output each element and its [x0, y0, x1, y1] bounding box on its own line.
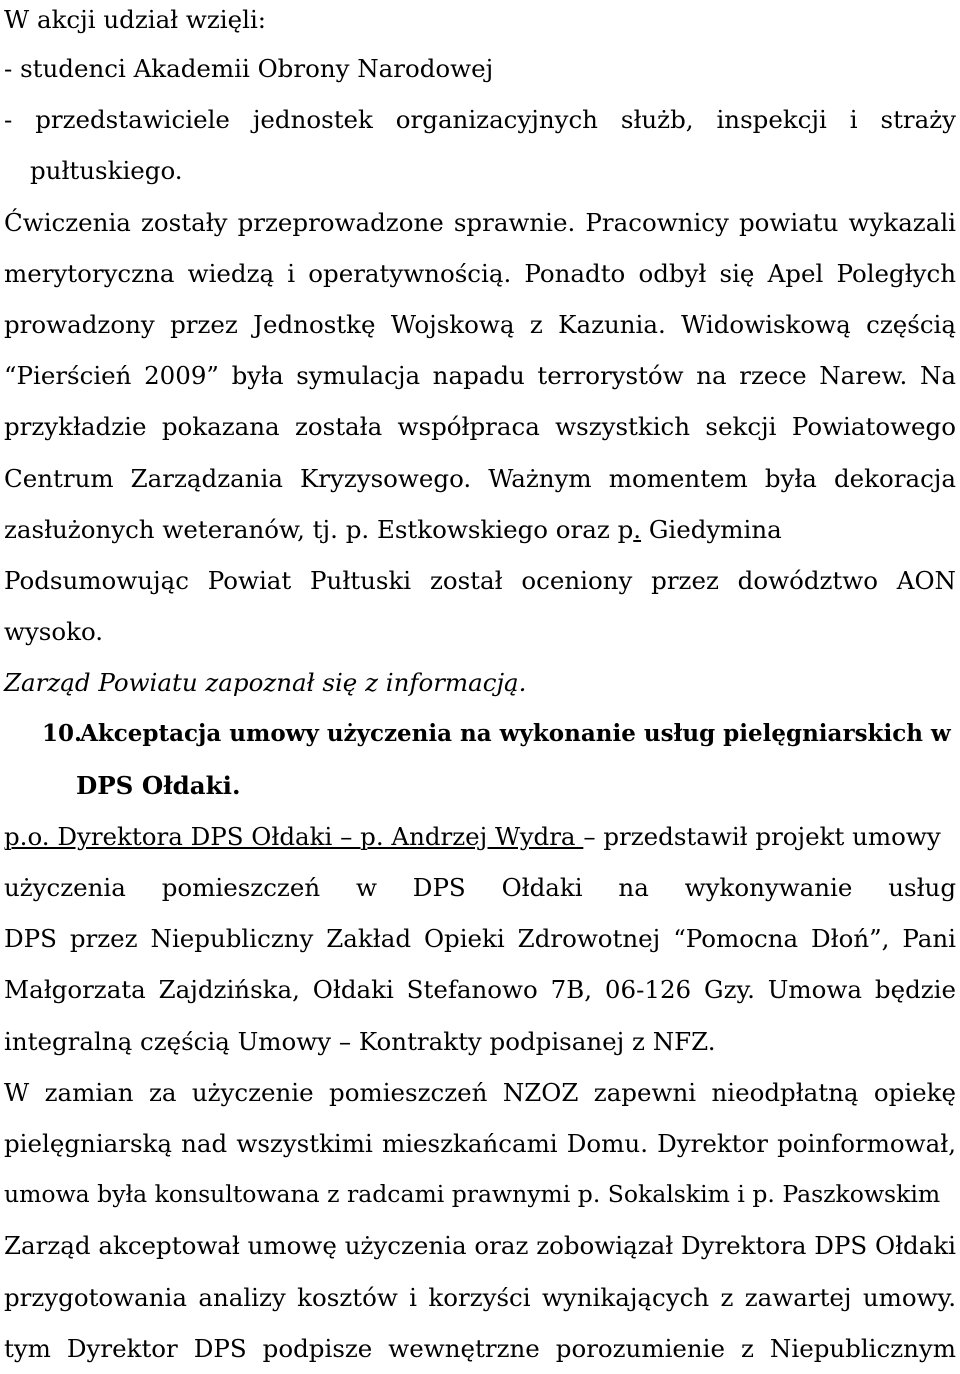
summary-line-7-underlined-dot: . [633, 514, 642, 544]
summary-line-1: Ćwiczenia zostały przeprowadzone sprawnie. Pracownicy powiatu wykazali [4, 207, 956, 237]
presenter-name: p.o. Dyrektora DPS Ołdaki – p. Andrzej Wydra [4, 821, 584, 851]
summary-line-7-name: Giedymina [641, 514, 782, 544]
board-decision: Zarząd Powiatu zapoznał się z informacją. [4, 668, 527, 698]
summary-line-7 [4, 504, 956, 555]
summary-line-7-text: zasłużonych weteranów, tj. p. Estkowskiego oraz p [4, 514, 634, 544]
summary-line-9: wysoko. [4, 617, 104, 647]
body-line-9: Zarząd akceptował umowę użyczenia oraz zobowiązał Dyrektora DPS Ołdaki [4, 1231, 956, 1261]
body-line-7: pielęgniarską nad wszystkimi mieszkańcami Domu. Dyrektor poinformował, [4, 1128, 956, 1158]
summary-line-5: przykładzie pokazana została współpraca wszystkich sekcji Powiatowego [4, 412, 956, 442]
body-line-4: Małgorzata Zajdzińska, Ołdaki Stefanowo 7B, 06-126 Gzy. Umowa będzie [4, 975, 956, 1005]
section-10-heading [4, 708, 956, 759]
body-line-1-rest: – przedstawił projekt umowy [583, 821, 941, 851]
document-page [4, 0, 956, 1374]
summary-line-6: Centrum Zarządzania Kryzysowego. Ważnym momentem była dekoracja [4, 463, 956, 493]
participant-item-aon: - studenci Akademii Obrony Narodowej [4, 54, 494, 83]
participant-item-services-line1: - przedstawiciele jednostek organizacyjnych służb, inspekcji i straży [4, 105, 956, 135]
body-line-5: integralną częścią Umowy – Kontrakty podpisanej z NFZ. [4, 1026, 716, 1056]
body-line-8: umowa była konsultowana z radcami prawnymi p. Sokalskim i p. Paszkowskim [4, 1180, 941, 1209]
participants-intro: W akcji udział wzięli: [4, 5, 267, 34]
body-line-10: przygotowania analizy kosztów i korzyści wynikających z zawartej umowy. [4, 1282, 956, 1312]
section-10-title-line2: DPS Ołdaki. [76, 770, 241, 800]
body-line-3: DPS przez Niepubliczny Zakład Opieki Zdrowotnej “Pomocna Dłoń”, Pani [4, 924, 956, 954]
body-line-6: W zamian za użyczenie pomieszczeń NZOZ zapewni nieodpłatną opiekę [4, 1077, 956, 1107]
summary-line-3: prowadzony przez Jednostkę Wojskową z Kazunia. Widowiskową częścią [4, 309, 956, 339]
summary-line-2: merytoryczna wiedzą i operatywnością. Ponadto odbył się Apel Poległych [4, 258, 956, 288]
summary-line-8: Podsumowując Powiat Pułtuski został oceniony przez dowództwo AON [4, 565, 956, 595]
summary-line-4: “Pierścień 2009” była symulacja napadu terrorystów na rzece Narew. Na [4, 361, 956, 391]
participant-item-services-line2: pułtuskiego. [30, 156, 183, 186]
section-10-number: 10. [42, 720, 83, 748]
body-line-2: użyczenia pomieszczeń w DPS Ołdaki na wykonywanie usług [4, 873, 956, 902]
section-10-title-line1: Akceptacja umowy użyczenia na wykonanie usług pielęgniarskich w [80, 720, 951, 748]
body-line-11: tym Dyrektor DPS podpisze wewnętrzne porozumienie z Niepublicznym [4, 1333, 956, 1363]
body-line-1 [4, 811, 956, 862]
